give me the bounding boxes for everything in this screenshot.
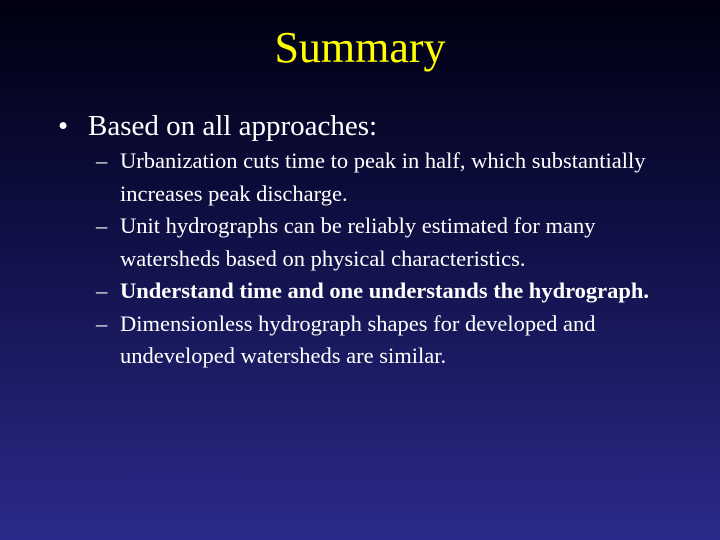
- dash-marker: –: [96, 213, 108, 238]
- sub-bullet-text: Dimensionless hydrograph shapes for developed and undeveloped watersheds are similar.: [120, 310, 596, 368]
- bullet-marker: •: [58, 110, 69, 142]
- dash-marker: –: [96, 148, 108, 173]
- dash-marker: –: [96, 278, 108, 303]
- sub-bullet-item: [96, 145, 656, 210]
- sub-bullet-item: [96, 308, 656, 373]
- slide-title: Summary: [274, 23, 446, 72]
- bullet-text: Based on all approaches:: [88, 110, 378, 142]
- dash-marker: –: [96, 310, 108, 336]
- sub-bullet-text: Unit hydrographs can be reliably estimated for many watersheds based on physical characteristics.: [120, 213, 596, 271]
- sub-bullet-list: [96, 145, 656, 373]
- sub-bullet-item: [96, 275, 656, 308]
- sub-bullet-text: Understand time and one understands the hydrograph.: [120, 278, 650, 303]
- sub-bullet-item: [96, 210, 656, 275]
- sub-bullet-text: Urbanization cuts time to peak in half, which substantially increases peak discharge.: [120, 148, 646, 206]
